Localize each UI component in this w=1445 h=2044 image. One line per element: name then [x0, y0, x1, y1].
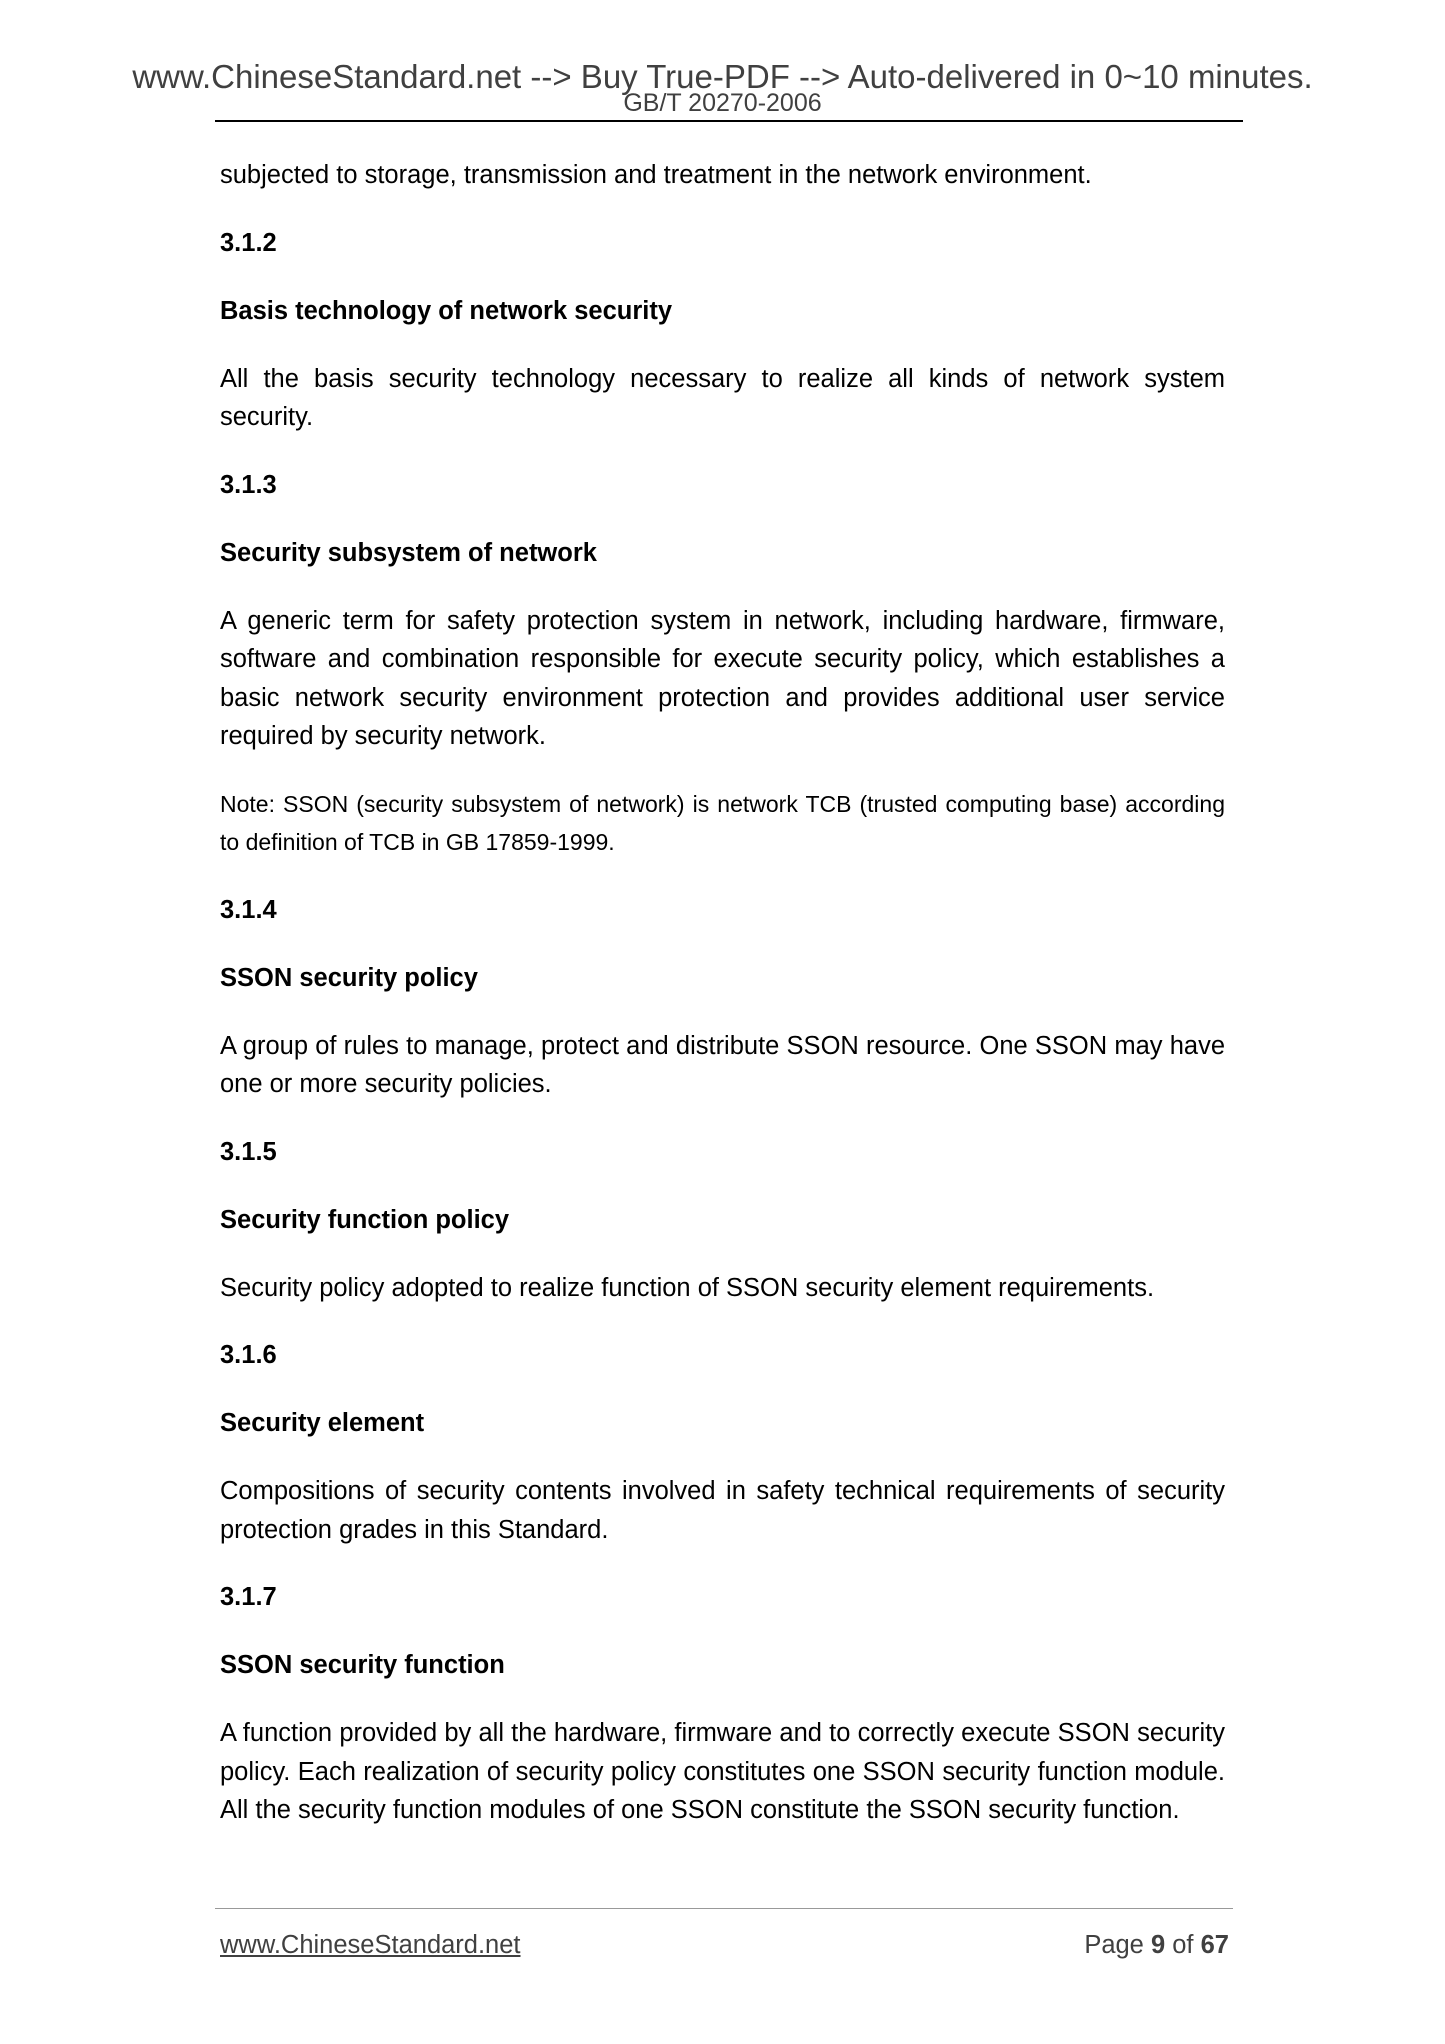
clause-number: 3.1.7 [220, 1583, 277, 1611]
clause-3-1-5 [220, 1133, 1225, 1308]
page-prefix: Page [1084, 1931, 1144, 1959]
clause-number: 3.1.6 [220, 1341, 277, 1369]
clause-number: 3.1.4 [220, 895, 277, 924]
clause-number: 3.1.2 [220, 228, 277, 257]
term-definition: Security policy adopted to realize function of SSON security element requirements. [220, 1273, 1155, 1302]
clause-3-1-7 [220, 1578, 1225, 1830]
term-note: Note: SSON (security subsystem of network) is network TCB (trusted computing base) according to definition of TCB in GB 17859-1999. [220, 790, 1225, 855]
clause-3-1-6 [220, 1336, 1225, 1549]
page-of: of [1172, 1931, 1194, 1959]
term-heading: Security function policy [220, 1205, 510, 1234]
clause-number: 3.1.5 [220, 1137, 277, 1166]
term-heading: SSON security policy [220, 963, 478, 992]
clause-3-1-3 [220, 466, 1225, 862]
page-total: 67 [1200, 1931, 1229, 1959]
document-body [220, 156, 1225, 1859]
clause-3-1-4 [220, 891, 1225, 1104]
term-definition: Compositions of security contents involved in safety technical requirements of security protection grades in this Standard. [220, 1477, 1225, 1544]
term-heading: Security element [220, 1409, 425, 1437]
term-heading: SSON security function [220, 1651, 505, 1679]
term-definition: A group of rules to manage, protect and distribute SSON resource. One SSON may have one or more security policies. [220, 1031, 1225, 1098]
page-current: 9 [1150, 1931, 1166, 1959]
clause-3-1-2 [220, 224, 1225, 437]
intro-paragraph: subjected to storage, transmission and treatment in the network environment. [220, 161, 1092, 189]
footer-site-link[interactable]: www.ChineseStandard.net [220, 1931, 521, 1959]
term-definition: All the basis security technology necessary to realize all kinds of network system security. [220, 364, 1225, 431]
header-divider [215, 120, 1243, 122]
standard-code: GB/T 20270-2006 [623, 89, 822, 117]
term-heading: Security subsystem of network [220, 538, 597, 567]
clause-number: 3.1.3 [220, 470, 277, 499]
term-definition: A function provided by all the hardware, firmware and to correctly execute SSON security policy. Each realization of security policy constitutes one SSON security function module. All the security function modules of one SSON constitute the SSON security function. [220, 1719, 1225, 1824]
page-number [1084, 1929, 1229, 1961]
term-definition: A generic term for safety protection system in network, including hardware, firmware, software and combination responsible for execute security policy, which establishes a basic network security environment protection and provides additional user service required by security network. [220, 606, 1225, 750]
term-heading: Basis technology of network security [220, 296, 673, 325]
header-banner[interactable]: www.ChineseStandard.net --> Buy True-PDF --> Auto-delivered in 0~10 minutes. [132, 58, 1313, 95]
footer-divider [215, 1908, 1233, 1909]
